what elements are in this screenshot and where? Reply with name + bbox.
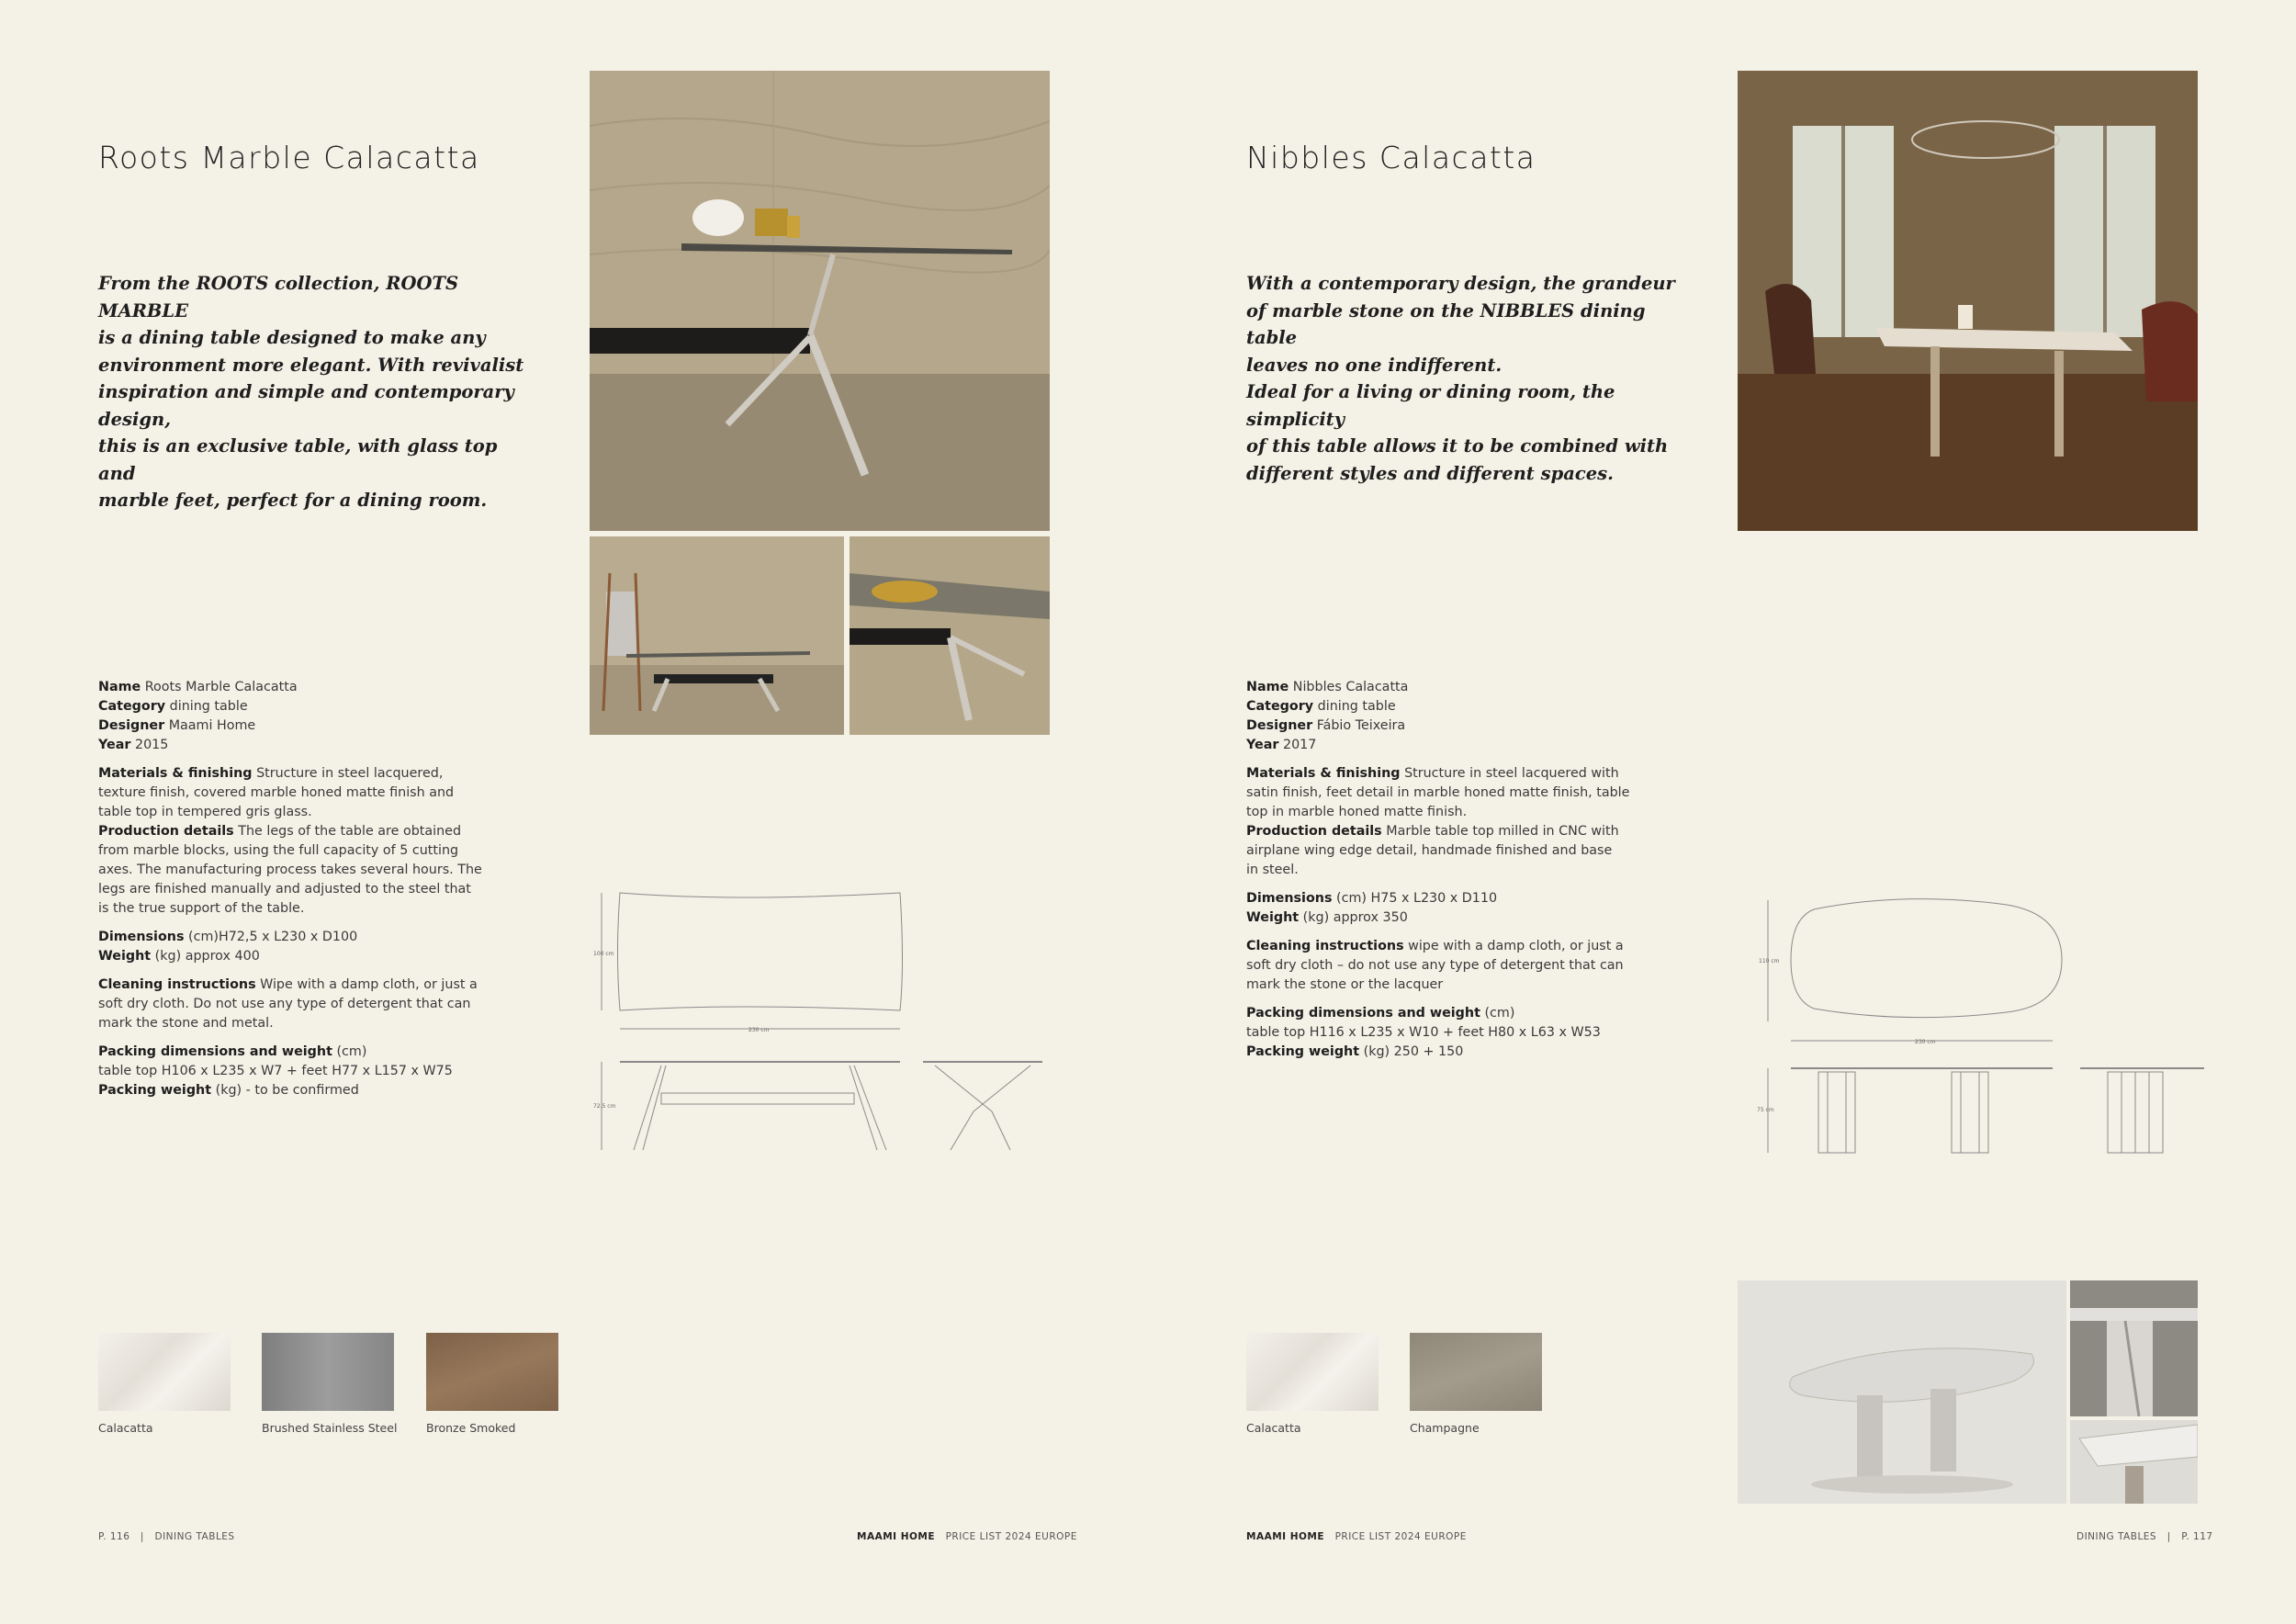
spec-value: wipe with a damp cloth, or just a <box>1408 939 1624 953</box>
intro-line: is a dining table designed to make any <box>98 327 486 348</box>
spec-label: Cleaning instructions <box>98 977 256 992</box>
dim-height: 75 cm <box>1757 1107 1774 1113</box>
left-footer-brand <box>857 1531 1077 1542</box>
right-product-title: Nibbles Calacatta <box>1246 140 1536 175</box>
spec-label: Weight <box>98 949 152 964</box>
section-name: DINING TABLES <box>2077 1531 2157 1542</box>
page-number: P. 117 <box>2181 1531 2213 1542</box>
nibbles-top-illustration <box>2070 1420 2198 1504</box>
spec-label: Cleaning instructions <box>1246 939 1404 953</box>
spec-name <box>98 678 484 697</box>
spec-label: Category <box>98 699 166 714</box>
spec-value: Fábio Teixeira <box>1316 718 1406 733</box>
roots-top-view <box>618 893 903 1010</box>
roots-detail-illustration <box>850 536 1050 735</box>
spec-value: 2015 <box>134 738 169 752</box>
spec-value-line: mark the stone and metal. <box>98 1016 274 1031</box>
spec-dimensions <box>98 928 484 947</box>
spec-cleaning <box>1246 937 1641 956</box>
left-intro-text <box>98 270 539 514</box>
spec-value: (cm) H75 x L230 x D110 <box>1336 891 1498 906</box>
intro-line: With a contemporary design, the grandeur <box>1246 273 1675 294</box>
roots-photo-easel <box>590 536 844 735</box>
spec-packing-weight <box>1246 1043 1641 1062</box>
spec-value: (cm)H72,5 x L230 x D100 <box>188 930 358 944</box>
spec-value-line: table top in tempered gris glass. <box>98 805 312 819</box>
spec-value: (kg) - to be confirmed <box>215 1083 359 1098</box>
spec-value: (cm) <box>1484 1006 1515 1021</box>
intro-line: Ideal for a living or dining room, the simplicity <box>1246 381 1615 430</box>
spec-label: Dimensions <box>1246 891 1333 906</box>
roots-easel-illustration <box>590 536 844 735</box>
spec-label: Year <box>98 738 131 752</box>
spec-value-line: mark the stone or the lacquer <box>1246 977 1444 992</box>
spec-value-line: from marble blocks, using the full capacity of 5 cutting <box>98 843 459 858</box>
spec-materials <box>98 764 484 784</box>
dim-length: 230 cm <box>748 1027 770 1033</box>
spec-category <box>1246 697 1641 716</box>
spec-value: Roots Marble Calacatta <box>144 680 298 694</box>
spec-weight <box>1246 908 1641 928</box>
intro-line: From the ROOTS collection, ROOTS MARBLE <box>98 273 459 321</box>
left-specs <box>98 678 484 1100</box>
nibbles-technical-drawing <box>1750 891 2209 1157</box>
left-footer-page: P. 116 | DINING TABLES <box>98 1531 235 1542</box>
spec-value-line: table top H106 x L235 x W7 + feet H77 x L157 x W75 <box>98 1064 453 1078</box>
spec-value-line: airplane wing edge detail, handmade finished and base <box>1246 843 1613 858</box>
spec-production <box>98 822 484 841</box>
swatch-brushed-steel[interactable] <box>262 1333 394 1411</box>
swatch-label: Bronze Smoked <box>426 1421 516 1435</box>
nibbles-render-illustration <box>1738 1280 2066 1504</box>
swatch-bronze-smoked[interactable] <box>426 1333 558 1411</box>
spec-label: Materials & finishing <box>98 766 253 781</box>
spec-label: Materials & finishing <box>1246 766 1401 781</box>
right-footer-page: DINING TABLES | P. 117 <box>2077 1531 2213 1542</box>
swatch-label: Calacatta <box>1246 1421 1301 1435</box>
spec-label: Production details <box>98 824 234 839</box>
price-list-name: PRICE LIST 2024 EUROPE <box>1334 1531 1467 1542</box>
spec-designer <box>1246 716 1641 736</box>
spec-value-line: in steel. <box>1246 863 1299 877</box>
spec-label: Packing dimensions and weight <box>98 1044 332 1059</box>
spec-label: Packing weight <box>98 1083 212 1098</box>
intro-line: of this table allows it to be combined with <box>1246 435 1669 457</box>
spec-label: Name <box>1246 680 1289 694</box>
dim-length: 230 cm <box>1915 1039 1936 1045</box>
brand-name: MAAMI HOME <box>857 1531 936 1542</box>
spec-label: Production details <box>1246 824 1382 839</box>
nibbles-leg-illustration <box>2070 1280 2198 1416</box>
spec-name <box>1246 678 1641 697</box>
spec-value: Maami Home <box>168 718 256 733</box>
spec-value-line: top in marble honed matte finish. <box>1246 805 1468 819</box>
spec-value: dining table <box>169 699 248 714</box>
dim-height: 72.5 cm <box>593 1103 616 1110</box>
spec-value: 2017 <box>1282 738 1317 752</box>
spec-designer <box>98 716 484 736</box>
swatch-label: Champagne <box>1410 1421 1480 1435</box>
intro-line: marble feet, perfect for a dining room. <box>98 490 488 511</box>
intro-line: leaves no one indifferent. <box>1246 354 1503 376</box>
dim-depth: 110 cm <box>1759 958 1780 964</box>
spec-value: (kg) 250 + 150 <box>1363 1044 1464 1059</box>
swatch-calacatta[interactable] <box>1246 1333 1379 1411</box>
intro-line: inspiration and simple and contemporary design, <box>98 381 514 430</box>
spec-label: Name <box>98 680 141 694</box>
spec-value-line: legs are finished manually and adjusted to the steel that <box>98 882 471 897</box>
spec-value: (kg) approx 400 <box>154 949 260 964</box>
intro-line: different styles and different spaces. <box>1246 462 1614 484</box>
spec-value-line: axes. The manufacturing process takes several hours. The <box>98 863 482 877</box>
spec-packing <box>1246 1004 1641 1023</box>
spec-value: The legs of the table are obtained <box>238 824 462 839</box>
spec-label: Dimensions <box>98 930 185 944</box>
spec-value-line: soft dry cloth. Do not use any type of detergent that can <box>98 997 471 1011</box>
spec-value: Nibbles Calacatta <box>1292 680 1409 694</box>
nibbles-room-photo <box>1738 71 2198 531</box>
spec-weight <box>98 947 484 966</box>
dim-depth: 100 cm <box>593 951 614 957</box>
swatch-champagne[interactable] <box>1410 1333 1542 1411</box>
swatch-calacatta[interactable] <box>98 1333 231 1411</box>
roots-technical-drawing <box>588 882 1056 1157</box>
spec-cleaning <box>98 976 484 995</box>
spec-value: (kg) approx 350 <box>1302 910 1408 925</box>
roots-photo-detail <box>850 536 1050 735</box>
nibbles-room-illustration <box>1738 71 2198 531</box>
right-specs <box>1246 678 1641 1062</box>
spec-value-line: soft dry cloth – do not use any type of detergent that can <box>1246 958 1624 973</box>
spec-dimensions <box>1246 889 1641 908</box>
intro-line: this is an exclusive table, with glass top and <box>98 435 498 484</box>
nibbles-top-detail-photo <box>2070 1420 2198 1504</box>
roots-hero-photo <box>590 71 1050 531</box>
spec-packing <box>98 1043 484 1062</box>
intro-line: environment more elegant. With revivalist <box>98 354 524 376</box>
spec-year <box>98 736 484 755</box>
section-name: DINING TABLES <box>154 1531 235 1542</box>
swatch-label: Calacatta <box>98 1421 153 1435</box>
spec-value-line: is the true support of the table. <box>98 901 305 916</box>
spec-value-line: texture finish, covered marble honed matte finish and <box>98 785 455 800</box>
spec-label: Packing dimensions and weight <box>1246 1006 1480 1021</box>
left-product-title: Roots Marble Calacatta <box>98 140 480 175</box>
spec-value: Marble table top milled in CNC with <box>1386 824 1619 839</box>
spec-label: Category <box>1246 699 1314 714</box>
spec-label: Designer <box>98 718 165 733</box>
page-number: P. 116 <box>98 1531 130 1542</box>
spec-value: (cm) <box>336 1044 367 1059</box>
spec-label: Packing weight <box>1246 1044 1360 1059</box>
roots-hero-illustration <box>590 71 1050 531</box>
price-list-name: PRICE LIST 2024 EUROPE <box>945 1531 1077 1542</box>
brand-name: MAAMI HOME <box>1246 1531 1325 1542</box>
nibbles-leg-detail-photo <box>2070 1280 2198 1416</box>
spec-label: Year <box>1246 738 1279 752</box>
spec-value-line: table top H116 x L235 x W10 + feet H80 x L63 x W53 <box>1246 1025 1601 1040</box>
spec-materials <box>1246 764 1641 784</box>
spec-category <box>98 697 484 716</box>
intro-line: of marble stone on the NIBBLES dining table <box>1246 299 1646 348</box>
spec-label: Weight <box>1246 910 1300 925</box>
spec-year <box>1246 736 1641 755</box>
spec-production <box>1246 822 1641 841</box>
swatch-label: Brushed Stainless Steel <box>262 1421 398 1435</box>
spec-value-line: satin finish, feet detail in marble honed matte finish, table <box>1246 785 1630 800</box>
nibbles-render-photo <box>1738 1280 2066 1504</box>
spec-packing-weight <box>98 1081 484 1100</box>
right-intro-text <box>1246 270 1687 487</box>
spec-value: Structure in steel lacquered, <box>256 766 444 781</box>
nibbles-top-view <box>1791 899 2062 1018</box>
spec-value: Wipe with a damp cloth, or just a <box>260 977 478 992</box>
right-footer-brand <box>1246 1531 1467 1542</box>
spec-label: Designer <box>1246 718 1313 733</box>
spec-value: dining table <box>1317 699 1396 714</box>
spec-value: Structure in steel lacquered with <box>1404 766 1619 781</box>
